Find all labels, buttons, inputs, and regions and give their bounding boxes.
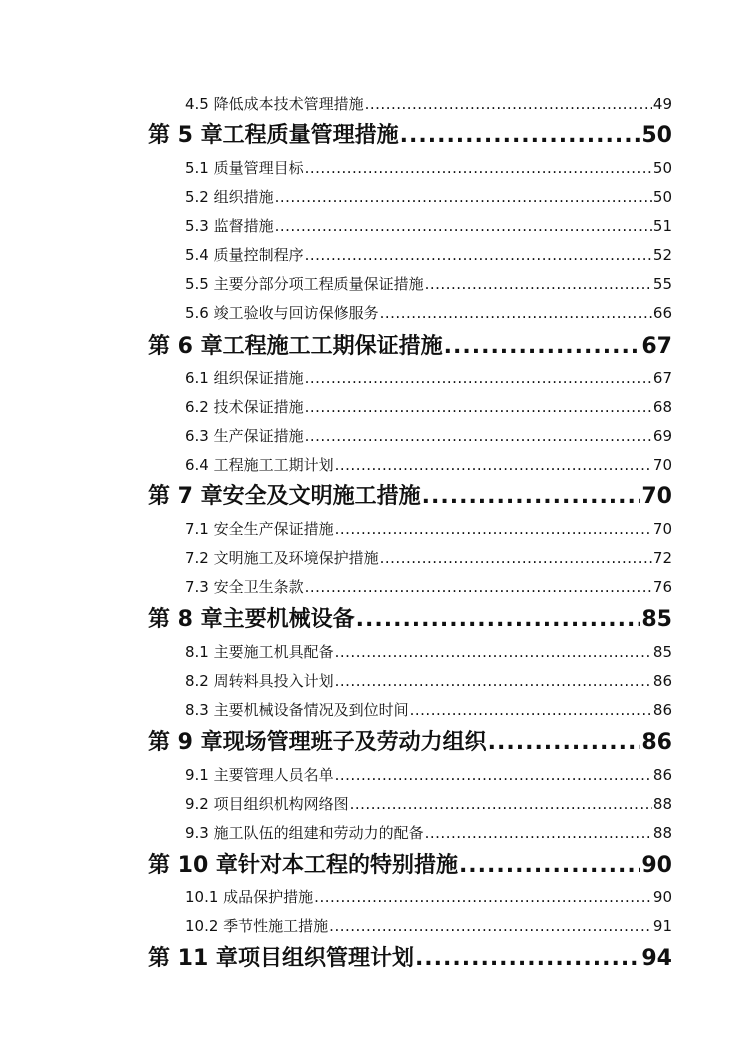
page-number: 88 bbox=[652, 824, 672, 842]
chapter-title: 工程施工工期保证措施 bbox=[222, 334, 443, 359]
page-number: 68 bbox=[652, 398, 672, 416]
page-number: 91 bbox=[652, 917, 672, 935]
toc-chapter-entry[interactable] bbox=[148, 119, 672, 153]
page-number: 85 bbox=[652, 643, 672, 661]
dot-leader bbox=[350, 792, 652, 816]
dot-leader bbox=[422, 480, 641, 514]
chapter-number: 第 8 章 bbox=[148, 607, 223, 632]
page-number: 51 bbox=[652, 217, 672, 235]
page-number: 76 bbox=[652, 578, 672, 596]
page-number: 94 bbox=[641, 946, 672, 971]
page-number: 70 bbox=[652, 456, 672, 474]
page-number: 70 bbox=[641, 484, 672, 509]
page-number: 52 bbox=[652, 246, 672, 264]
page-number: 67 bbox=[641, 334, 672, 359]
chapter-title: 项目组织管理计划 bbox=[237, 946, 414, 971]
section-title: 4.5 降低成本技术管理措施 bbox=[185, 95, 364, 113]
dot-leader bbox=[335, 669, 652, 693]
dot-leader bbox=[329, 914, 652, 938]
page-number: 50 bbox=[652, 159, 672, 177]
toc-chapter-entry[interactable] bbox=[148, 726, 672, 760]
toc-section-entry[interactable] bbox=[185, 185, 672, 209]
page-number: 88 bbox=[652, 795, 672, 813]
toc-chapter-entry[interactable] bbox=[148, 603, 672, 637]
chapter-number: 第 5 章 bbox=[148, 123, 223, 148]
chapter-title: 安全及文明施工措施 bbox=[222, 484, 421, 509]
toc-section-entry[interactable] bbox=[185, 272, 672, 296]
page-number: 66 bbox=[652, 304, 672, 322]
dot-leader bbox=[459, 849, 640, 883]
toc-section-entry[interactable] bbox=[185, 214, 672, 238]
chapter-title: 现场管理班子及劳动力组织 bbox=[222, 730, 487, 755]
toc-section-entry[interactable] bbox=[185, 575, 672, 599]
toc-section-entry[interactable] bbox=[185, 243, 672, 267]
dot-leader bbox=[425, 272, 652, 296]
dot-leader bbox=[356, 603, 641, 637]
section-title: 8.2 周转料具投入计划 bbox=[185, 672, 334, 690]
section-title: 9.2 项目组织机构网络图 bbox=[185, 795, 349, 813]
dot-leader bbox=[305, 575, 652, 599]
toc-section-entry[interactable] bbox=[185, 453, 672, 477]
dot-leader bbox=[400, 119, 641, 153]
toc-section-entry[interactable] bbox=[185, 92, 672, 116]
section-title: 6.4 工程施工工期计划 bbox=[185, 456, 334, 474]
dot-leader bbox=[335, 640, 652, 664]
toc-section-entry[interactable] bbox=[185, 821, 672, 845]
toc-section-entry[interactable] bbox=[185, 395, 672, 419]
page-number: 86 bbox=[652, 701, 672, 719]
section-title: 5.1 质量管理目标 bbox=[185, 159, 304, 177]
section-title: 9.3 施工队伍的组建和劳动力的配备 bbox=[185, 824, 424, 842]
section-title: 5.5 主要分部分项工程质量保证措施 bbox=[185, 275, 424, 293]
toc-section-entry[interactable] bbox=[185, 763, 672, 787]
dot-leader bbox=[335, 763, 652, 787]
section-title: 7.3 安全卫生条款 bbox=[185, 578, 304, 596]
toc-section-entry[interactable] bbox=[185, 301, 672, 325]
section-title: 9.1 主要管理人员名单 bbox=[185, 766, 334, 784]
section-title: 8.3 主要机械设备情况及到位时间 bbox=[185, 701, 409, 719]
section-title: 10.2 季节性施工措施 bbox=[185, 917, 329, 935]
toc-chapter-entry[interactable] bbox=[148, 480, 672, 514]
toc-chapter-entry[interactable] bbox=[148, 330, 672, 364]
section-title: 6.1 组织保证措施 bbox=[185, 369, 304, 387]
toc-section-entry[interactable] bbox=[185, 885, 672, 909]
section-title: 7.1 安全生产保证措施 bbox=[185, 520, 334, 538]
dot-leader bbox=[488, 726, 641, 760]
dot-leader bbox=[305, 156, 652, 180]
page-number: 49 bbox=[652, 95, 672, 113]
page-number: 72 bbox=[652, 549, 672, 567]
dot-leader bbox=[335, 453, 652, 477]
toc-section-entry[interactable] bbox=[185, 792, 672, 816]
section-title: 8.1 主要施工机具配备 bbox=[185, 643, 334, 661]
page-number: 55 bbox=[652, 275, 672, 293]
page-number: 86 bbox=[652, 766, 672, 784]
toc-section-entry[interactable] bbox=[185, 517, 672, 541]
toc-section-entry[interactable] bbox=[185, 156, 672, 180]
section-title: 6.3 生产保证措施 bbox=[185, 427, 304, 445]
section-title: 6.2 技术保证措施 bbox=[185, 398, 304, 416]
toc-section-entry[interactable] bbox=[185, 366, 672, 390]
page-number: 67 bbox=[652, 369, 672, 387]
dot-leader bbox=[380, 546, 652, 570]
chapter-number: 第 7 章 bbox=[148, 484, 223, 509]
page-number: 50 bbox=[641, 123, 672, 148]
chapter-number: 第 9 章 bbox=[148, 730, 223, 755]
dot-leader bbox=[305, 424, 652, 448]
chapter-title: 工程质量管理措施 bbox=[222, 123, 399, 148]
chapter-title: 主要机械设备 bbox=[222, 607, 355, 632]
chapter-title: 针对本工程的特别措施 bbox=[237, 853, 458, 878]
toc-chapter-entry[interactable] bbox=[148, 849, 672, 883]
page-number: 90 bbox=[641, 853, 672, 878]
dot-leader bbox=[415, 942, 640, 976]
chapter-number: 第 11 章 bbox=[148, 946, 238, 971]
page-number: 69 bbox=[652, 427, 672, 445]
dot-leader bbox=[335, 517, 652, 541]
section-title: 5.6 竣工验收与回访保修服务 bbox=[185, 304, 379, 322]
dot-leader bbox=[425, 821, 652, 845]
toc-section-entry[interactable] bbox=[185, 640, 672, 664]
toc-section-entry[interactable] bbox=[185, 698, 672, 722]
toc-section-entry[interactable] bbox=[185, 669, 672, 693]
dot-leader bbox=[410, 698, 652, 722]
section-title: 5.3 监督措施 bbox=[185, 217, 274, 235]
dot-leader bbox=[305, 395, 652, 419]
dot-leader bbox=[314, 885, 652, 909]
page-number: 86 bbox=[652, 672, 672, 690]
page-number: 86 bbox=[641, 730, 672, 755]
toc-chapter-entry[interactable] bbox=[148, 942, 672, 976]
page-number: 90 bbox=[652, 888, 672, 906]
dot-leader bbox=[444, 330, 641, 364]
section-title: 5.2 组织措施 bbox=[185, 188, 274, 206]
page-number: 70 bbox=[652, 520, 672, 538]
section-title: 7.2 文明施工及环境保护措施 bbox=[185, 549, 379, 567]
dot-leader bbox=[275, 214, 652, 238]
dot-leader bbox=[380, 301, 652, 325]
chapter-number: 第 10 章 bbox=[148, 853, 238, 878]
dot-leader bbox=[365, 92, 652, 116]
page-number: 85 bbox=[641, 607, 672, 632]
dot-leader bbox=[305, 243, 652, 267]
section-title: 5.4 质量控制程序 bbox=[185, 246, 304, 264]
chapter-number: 第 6 章 bbox=[148, 334, 223, 359]
dot-leader bbox=[305, 366, 652, 390]
page-number: 50 bbox=[652, 188, 672, 206]
toc-section-entry[interactable] bbox=[185, 914, 672, 938]
dot-leader bbox=[275, 185, 652, 209]
section-title: 10.1 成品保护措施 bbox=[185, 888, 314, 906]
toc-section-entry[interactable] bbox=[185, 546, 672, 570]
toc-section-entry[interactable] bbox=[185, 424, 672, 448]
